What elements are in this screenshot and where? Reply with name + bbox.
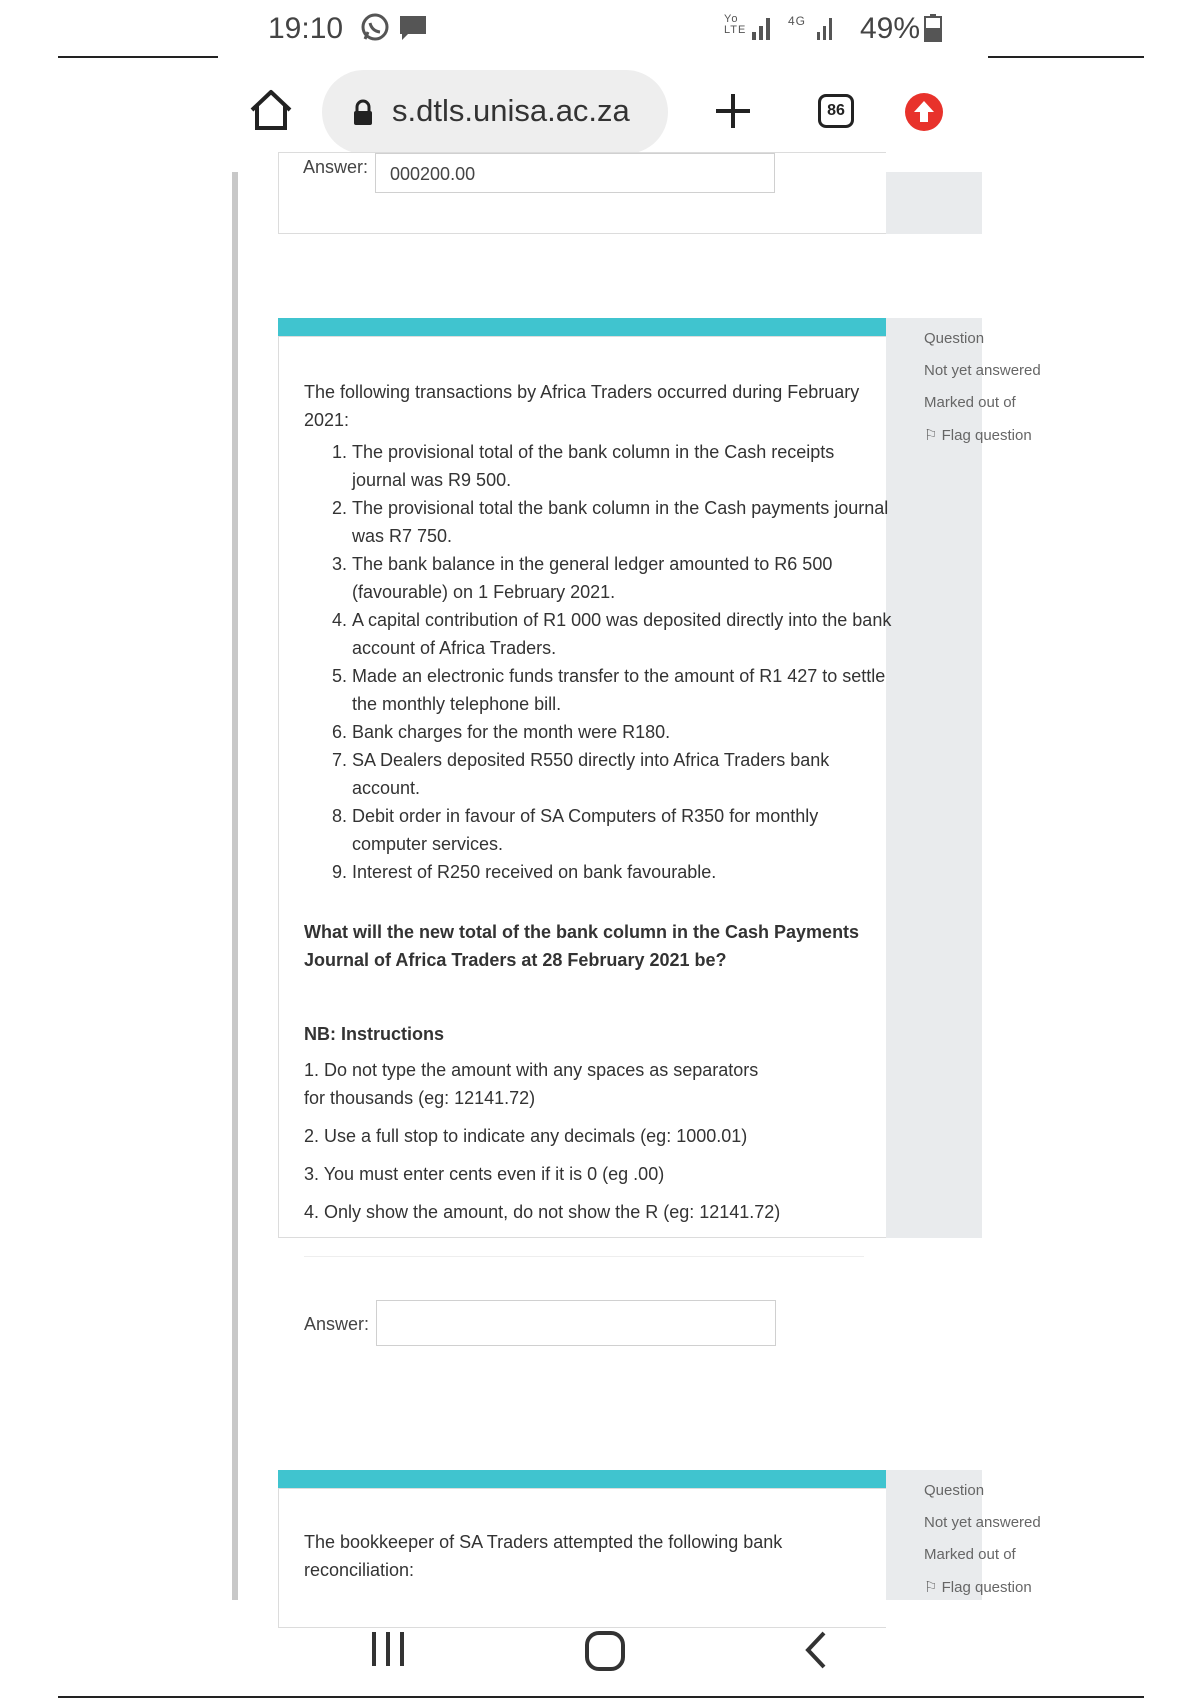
android-nav-bar bbox=[218, 1600, 988, 1700]
update-icon[interactable] bbox=[904, 92, 944, 132]
prev-answer-label: Answer: bbox=[303, 157, 369, 177]
battery-icon bbox=[924, 14, 942, 42]
next-question-marks: Marked out of bbox=[924, 1546, 1016, 1563]
back-icon[interactable] bbox=[804, 1630, 828, 1670]
next-question-intro: The bookkeeper of SA Traders attempted the following bank reconciliation: bbox=[304, 1532, 783, 1580]
next-question-status: Not yet answered bbox=[924, 1514, 1041, 1531]
next-question-card-header bbox=[278, 1470, 886, 1488]
whatsapp-icon bbox=[360, 12, 390, 42]
signal2-icon bbox=[813, 14, 843, 40]
list-item: 5. Made an electronic funds transfer to the amount of R1 427 to settle the monthly telephone bill. bbox=[352, 662, 892, 718]
browser-toolbar bbox=[218, 64, 988, 156]
list-item: 7. SA Dealers deposited R550 directly into Africa Traders bank account. bbox=[352, 746, 892, 802]
list-item: 3. The bank balance in the general ledger amounted to R6 500 (favourable) on 1 February 2021. bbox=[352, 550, 892, 606]
prev-answer-input[interactable] bbox=[375, 153, 775, 193]
network2-label: 4G bbox=[788, 14, 807, 28]
status-bar bbox=[218, 0, 988, 58]
lock-icon bbox=[352, 100, 374, 126]
transaction-list bbox=[330, 438, 892, 886]
instruction-3: 3. You must enter cents even if it is 0 (eg .00) bbox=[304, 1164, 665, 1184]
network-label: Yo LTE bbox=[724, 13, 747, 36]
question-status: Not yet answered bbox=[924, 362, 1041, 379]
instructions-title: NB: Instructions bbox=[304, 1024, 445, 1044]
url-text: s.dtls.unisa.ac.za bbox=[392, 93, 630, 128]
prev-question-info bbox=[886, 172, 982, 234]
question-number: Question bbox=[924, 330, 985, 347]
frame-line-top-right bbox=[988, 56, 1144, 58]
answer-divider bbox=[304, 1256, 864, 1257]
list-item: 1. The provisional total of the bank column in the Cash receipts journal was R9 500. bbox=[352, 438, 892, 494]
answer-input[interactable] bbox=[376, 1300, 776, 1346]
status-time: 19:10 bbox=[268, 12, 344, 45]
next-flag-question-link[interactable]: ⚐ Flag question bbox=[924, 1579, 1032, 1596]
list-item: 9. Interest of R250 received on bank favourable. bbox=[352, 858, 892, 886]
question-card-header bbox=[278, 318, 886, 336]
flag-question-label: Flag question bbox=[941, 427, 1032, 444]
question-prompt: What will the new total of the bank column in the Cash Payments Journal of Africa Traders at 28 February 2021 be? bbox=[304, 922, 860, 970]
page-content[interactable] bbox=[218, 157, 1041, 1600]
question-intro: The following transactions by Africa Traders occurred during February 2021: bbox=[304, 382, 860, 430]
message-icon bbox=[398, 14, 428, 42]
list-item: 4. A capital contribution of R1 000 was deposited directly into the bank account of Africa Traders. bbox=[352, 606, 892, 662]
list-item: 8. Debit order in favour of SA Computers of R350 for monthly computer services. bbox=[352, 802, 892, 858]
home-icon[interactable] bbox=[248, 88, 294, 132]
battery-level: 49% bbox=[860, 12, 921, 45]
tab-count-button[interactable]: 86 bbox=[818, 94, 854, 128]
instruction-4: 4. Only show the amount, do not show the R (eg: 12141.72) bbox=[304, 1202, 781, 1222]
list-item: 6. Bank charges for the month were R180. bbox=[352, 718, 892, 746]
address-bar[interactable] bbox=[322, 70, 668, 154]
frame-line-top-left bbox=[58, 56, 218, 58]
answer-label: Answer: bbox=[304, 1314, 370, 1334]
nav-home-icon[interactable] bbox=[584, 1630, 626, 1672]
instruction-1: 1. Do not type the amount with any spaces as separators for thousands (eg: 12141.72) bbox=[304, 1060, 759, 1108]
instruction-2: 2. Use a full stop to indicate any decimals (eg: 1000.01) bbox=[304, 1126, 748, 1146]
signal-icon bbox=[748, 14, 778, 40]
list-item: 2. The provisional total the bank column in the Cash payments journal was R7 750. bbox=[352, 494, 892, 550]
prev-answer-value: 000200.00 bbox=[390, 164, 476, 184]
flag-question-link[interactable]: ⚐ Flag question bbox=[924, 427, 1032, 444]
left-rail bbox=[232, 172, 238, 1600]
next-question-number: Question bbox=[924, 1482, 985, 1499]
question-marks: Marked out of bbox=[924, 394, 1016, 411]
recent-apps-icon[interactable] bbox=[368, 1630, 408, 1668]
next-flag-question-label: Flag question bbox=[941, 1579, 1032, 1596]
prev-question-card bbox=[278, 152, 886, 234]
new-tab-icon[interactable] bbox=[712, 90, 754, 132]
